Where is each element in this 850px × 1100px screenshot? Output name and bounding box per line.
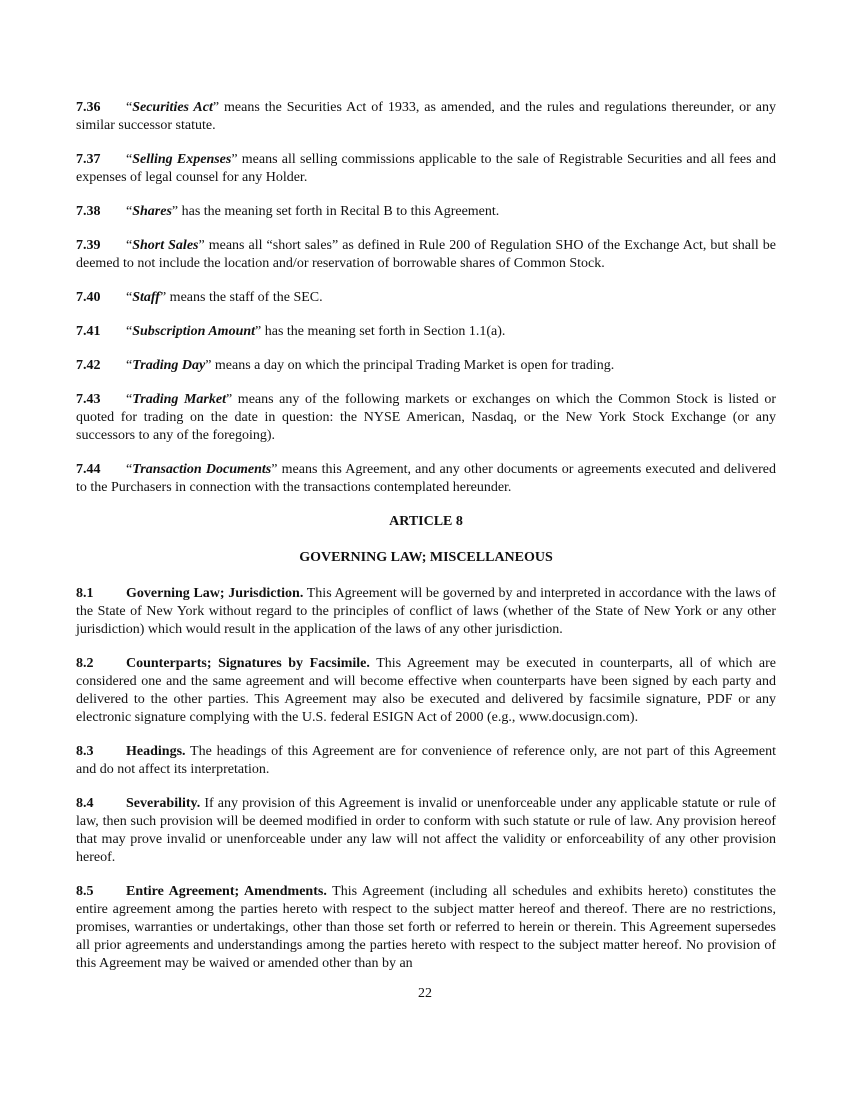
defined-term: Securities Act xyxy=(132,100,213,115)
defined-term: Shares xyxy=(132,204,172,219)
section-number: 7.41 xyxy=(76,324,101,339)
definition-text: ” means a day on which the principal Trading Market is open for trading. xyxy=(205,358,615,373)
section-number: 7.39 xyxy=(76,238,101,253)
section-number: 8.3 xyxy=(76,744,94,759)
page-number: 22 xyxy=(418,986,432,1001)
definition-text: ” means all “short sales” as defined in Rule 200 of Regulation SHO of the Exchange Act, but shall be deemed to not include the location and/or reservation of borrowable shares of Common Stock. xyxy=(76,238,777,271)
section-text: This Agreement may be executed in counterparts, all of which are considered one and the same agreement and will become effective when counterparts have been signed by each party and delivered to the other parties. This Agreement may also be executed and delivered by facsimile signature, PDF or any electronic signature complying with the U.S. federal ESIGN Act of 2000 (e.g., www.docusign.com). xyxy=(76,656,776,725)
section-heading: Severability. xyxy=(126,796,201,811)
section-number: 8.5 xyxy=(76,884,94,899)
section-number: 7.40 xyxy=(76,290,101,305)
section-8-4 xyxy=(76,795,776,867)
definition-text: ” means the staff of the SEC. xyxy=(159,290,323,305)
section-text: The headings of this Agreement are for convenience of reference only, are not part of this Agreement and do not affect its interpretation. xyxy=(76,744,776,777)
section-heading: Counterparts; Signatures by Facsimile. xyxy=(126,656,370,671)
defined-term: Staff xyxy=(132,290,160,305)
definition-text: ” means any of the following markets or exchanges on which the Common Stock is listed or quoted for trading on the date in question: the NYSE American, Nasdaq, or the New York Stock Exchange (or any successors to any of the foregoing). xyxy=(76,392,776,443)
section-number: 7.43 xyxy=(76,392,101,407)
article-label: ARTICLE 8 xyxy=(389,514,463,529)
definition-7-38: 7.38 “Shares” has the meaning set forth in Recital B to this Agreement. xyxy=(76,204,500,219)
section-number: 7.42 xyxy=(76,358,101,373)
section-number: 7.37 xyxy=(76,152,101,167)
section-number: 7.36 xyxy=(76,100,101,115)
definition-text: ” has the meaning set forth in Section 1.1(a). xyxy=(255,324,506,339)
section-number: 7.38 xyxy=(76,204,101,219)
defined-term: Short Sales xyxy=(132,238,199,253)
section-number: 8.4 xyxy=(76,796,94,811)
section-8-3 xyxy=(76,743,776,779)
defined-term: Trading Market xyxy=(132,392,226,407)
section-heading: Governing Law; Jurisdiction. xyxy=(126,586,304,601)
section-number: 8.2 xyxy=(76,656,94,671)
definition-7-41: 7.41 “Subscription Amount” has the meaning set forth in Section 1.1(a). xyxy=(76,324,506,339)
definition-7-40: 7.40 “Staff” means the staff of the SEC. xyxy=(76,290,323,305)
definition-7-36: 7.36 “Securities Act” means the Securities Act of 1933, as amended, and the rules and regulations thereunder, or any similar successor statute. xyxy=(76,100,776,133)
definition-text: ” means all selling commissions applicable to the sale of Registrable Securities and all fees and expenses of legal counsel for any Holder. xyxy=(76,152,777,185)
section-8-1 xyxy=(76,585,776,639)
section-number: 8.1 xyxy=(76,586,94,601)
definition-7-43: 7.43 “Trading Market” means any of the following markets or exchanges on which the Common Stock is listed or quoted for trading on the date in question: the NYSE American, Nasdaq, or the New York Stock Exchange (or any successors to any of the foregoing). xyxy=(76,392,776,443)
definition-7-42: 7.42 “Trading Day” means a day on which the principal Trading Market is open for trading. xyxy=(76,358,615,373)
section-8-5 xyxy=(76,883,776,973)
defined-term: Transaction Documents xyxy=(132,462,272,477)
section-text: This Agreement (including all schedules and exhibits hereto) constitutes the entire agreement among the parties hereto with respect to the subject matter hereof and thereof. There are no restrictions, promises, warranties or undertakings, other than those set forth or referred to herein or therein. This Agreement supersedes all prior agreements and understandings among the parties hereto with respect to the subject matter hereof. No provision of this Agreement may be waived or amended other than by an xyxy=(76,884,777,971)
definition-text: ” has the meaning set forth in Recital B to this Agreement. xyxy=(171,204,500,219)
section-8-2 xyxy=(76,655,776,727)
section-number: 7.44 xyxy=(76,462,101,477)
article-title: GOVERNING LAW; MISCELLANEOUS xyxy=(299,550,553,565)
document-page xyxy=(76,99,776,973)
definition-7-39: 7.39 “Short Sales” means all “short sales” as defined in Rule 200 of Regulation SHO of the Exchange Act, but shall be deemed to not include the location and/or reservation of borrowable shares of Common Stock. xyxy=(76,238,777,271)
defined-term: Selling Expenses xyxy=(132,152,232,167)
defined-term: Subscription Amount xyxy=(132,324,256,339)
definition-text: ” means this Agreement, and any other documents or agreements executed and delivered to the Purchasers in connection with the transactions contemplated hereunder. xyxy=(76,462,776,495)
definition-7-44: 7.44 “Transaction Documents” means this Agreement, and any other documents or agreements executed and delivered to the Purchasers in connection with the transactions contemplated hereunder. xyxy=(76,462,776,495)
section-text: This Agreement will be governed by and interpreted in accordance with the laws of the State of New York without regard to the principles of conflict of laws (whether of the State of New York or any other jurisdiction) which would result in the application of the laws of any other jurisdiction. xyxy=(76,586,776,637)
section-heading: Entire Agreement; Amendments. xyxy=(126,884,327,899)
defined-term: Trading Day xyxy=(132,358,206,373)
section-text: If any provision of this Agreement is invalid or unenforceable under any applicable statute or rule of law, then such provision will be deemed modified in order to conform with such statute or rule of law. Any provision hereof that may prove invalid or unenforceable under any law will not affect the validity or enforceability of any other provision hereof. xyxy=(76,796,776,865)
definition-text: ” means the Securities Act of 1933, as amended, and the rules and regulations thereunder, or any similar successor statute. xyxy=(76,100,776,133)
section-heading: Headings. xyxy=(126,744,186,759)
definition-7-37: 7.37 “Selling Expenses” means all selling commissions applicable to the sale of Registrable Securities and all fees and expenses of legal counsel for any Holder. xyxy=(76,152,777,185)
